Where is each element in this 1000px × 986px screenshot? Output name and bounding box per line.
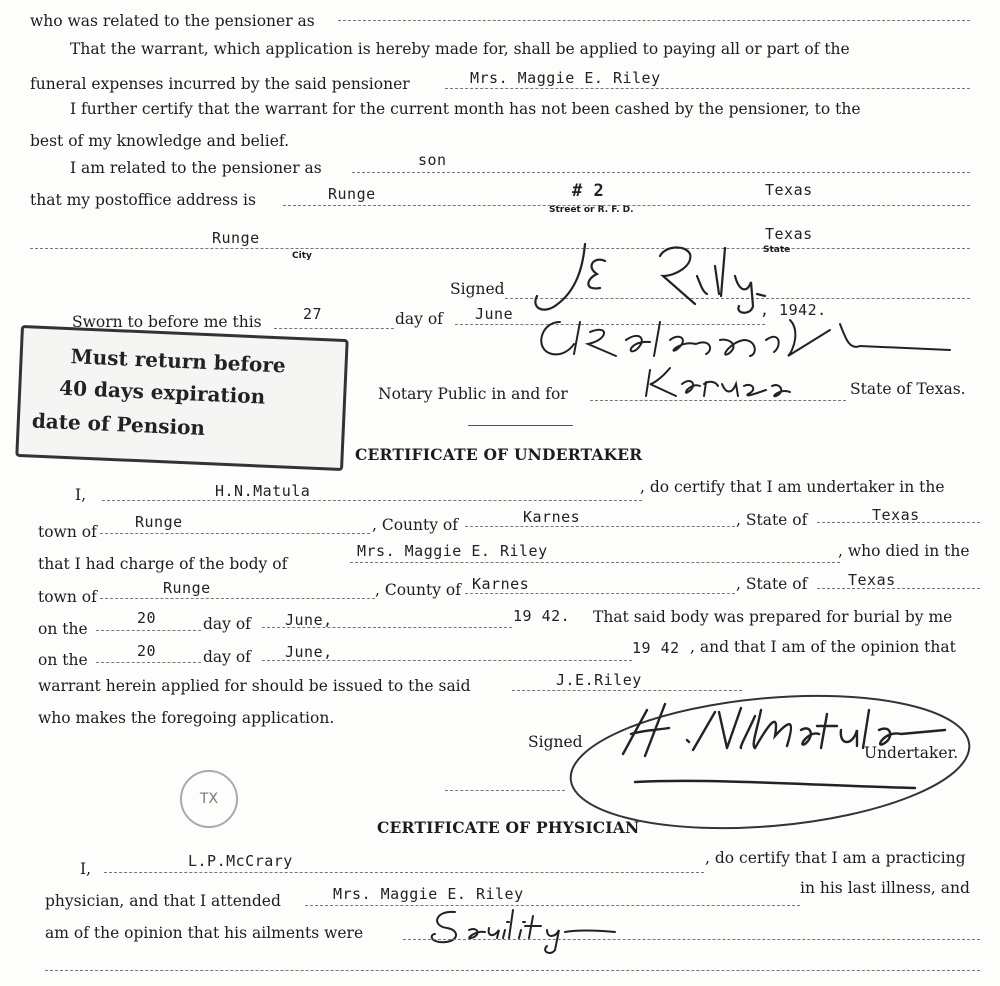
city-label: City	[292, 251, 312, 261]
warrant-issued-text: warrant herein applied for should be issued to the said	[38, 677, 471, 695]
on-the-label: on the	[38, 620, 88, 638]
deceased-name: Mrs. Maggie E. Riley	[357, 542, 548, 560]
who-died-label: , who died in the	[838, 542, 970, 560]
county-of-label-2: , County of	[375, 581, 461, 599]
prepared-text: That said body was prepared for burial by me	[593, 608, 953, 626]
sworn-day: 27	[303, 305, 323, 323]
related-label: who was related to the pensioner as	[30, 12, 315, 30]
seal-text: TX	[199, 791, 219, 807]
postoffice-street: # 2	[572, 181, 605, 201]
belief-text: best of my knowledge and belief.	[30, 132, 289, 150]
applicant-signed-label: Signed	[450, 280, 505, 298]
return-stamp	[15, 325, 348, 471]
physician-heading: CERTIFICATE OF PHYSICIAN	[377, 818, 640, 837]
charge-of-body-label: that I had charge of the body of	[38, 555, 288, 573]
town-of-label-2: town of	[38, 588, 97, 606]
death-year: 19 42.	[513, 607, 571, 625]
death-day: 20	[137, 609, 157, 627]
undertaker-heading: CERTIFICATE OF UNDERTAKER	[355, 445, 643, 464]
county-of-label: , County of	[372, 516, 458, 534]
ailment-handwriting	[425, 902, 625, 952]
undertaker-certify: , do certify that I am undertaker in the	[640, 478, 945, 496]
prepared-month: June,	[285, 643, 333, 661]
undertaker-title: Undertaker.	[864, 744, 959, 762]
prepared-day: 20	[137, 642, 157, 660]
undertaker-name: H.N.Matula	[215, 482, 311, 500]
pensioner-name: Mrs. Maggie E. Riley	[470, 69, 661, 87]
death-town: Runge	[163, 579, 211, 597]
physician-attended-label: physician, and that I attended	[45, 892, 281, 910]
stamp-line-3: date of Pension	[31, 408, 206, 441]
on-the-label-2: on the	[38, 651, 88, 669]
undertaker-county: Karnes	[523, 508, 581, 526]
undertaker-signed-label: Signed	[528, 733, 583, 751]
state-of-texas: State of Texas.	[850, 380, 966, 398]
sworn-label: Sworn to before me this	[72, 313, 262, 331]
warrant-paragraph: That the warrant, which application is hereby made for, shall be applied to paying all or part of the	[70, 40, 850, 58]
state-label: State	[763, 245, 791, 255]
day-of-label: day of	[203, 615, 251, 633]
address-state: Texas	[765, 225, 813, 243]
relation-value: son	[418, 151, 447, 169]
physician-i: I,	[80, 860, 92, 878]
death-state: Texas	[848, 571, 896, 589]
funeral-expenses-label: funeral expenses incurred by the said pensioner	[30, 75, 410, 93]
street-label: Street or R. F. D.	[549, 205, 634, 215]
physician-patient: Mrs. Maggie E. Riley	[333, 885, 524, 903]
undertaker-i: I,	[75, 486, 87, 504]
last-illness-text: in his last illness, and	[800, 879, 970, 897]
notary-county-handwriting	[640, 362, 800, 402]
postoffice-city: Runge	[328, 185, 376, 203]
address-city: Runge	[212, 229, 260, 247]
death-county: Karnes	[472, 575, 530, 593]
town-of-label: town of	[38, 523, 97, 541]
death-month: June,	[285, 611, 333, 629]
sworn-day-of-label: day of	[395, 310, 443, 328]
state-of-label-2: , State of	[736, 575, 808, 593]
day-of-label-2: day of	[203, 648, 251, 666]
undertaker-town: Runge	[135, 513, 183, 531]
prepared-year: 19 42	[632, 639, 680, 657]
stamp-line-2: 40 days expiration	[58, 375, 266, 409]
stamp-line-1: Must return before	[70, 344, 287, 378]
ailments-label: am of the opinion that his ailments were	[45, 924, 364, 942]
postoffice-label: that my postoffice address is	[30, 191, 256, 209]
applicant-name: J.E.Riley	[556, 671, 642, 689]
certify-paragraph: I further certify that the warrant for the current month has not been cashed by the pensioner, to the	[70, 100, 861, 118]
opinion-text: , and that I am of the opinion that	[690, 638, 956, 656]
postoffice-state: Texas	[765, 181, 813, 199]
sworn-month: June	[475, 305, 514, 323]
physician-certify: , do certify that I am a practicing	[705, 849, 966, 867]
physician-name: L.P.McCrary	[188, 852, 293, 870]
makes-application-text: who makes the foregoing application.	[38, 709, 335, 727]
sworn-year: , 1942.	[760, 301, 827, 319]
undertaker-signature	[565, 690, 985, 835]
state-of-label: , State of	[736, 511, 808, 529]
undertaker-state: Texas	[872, 506, 920, 524]
notary-signature	[530, 310, 970, 370]
seal-stamp	[180, 770, 238, 828]
relation-label: I am related to the pensioner as	[70, 159, 322, 177]
notary-label: Notary Public in and for	[378, 385, 568, 403]
